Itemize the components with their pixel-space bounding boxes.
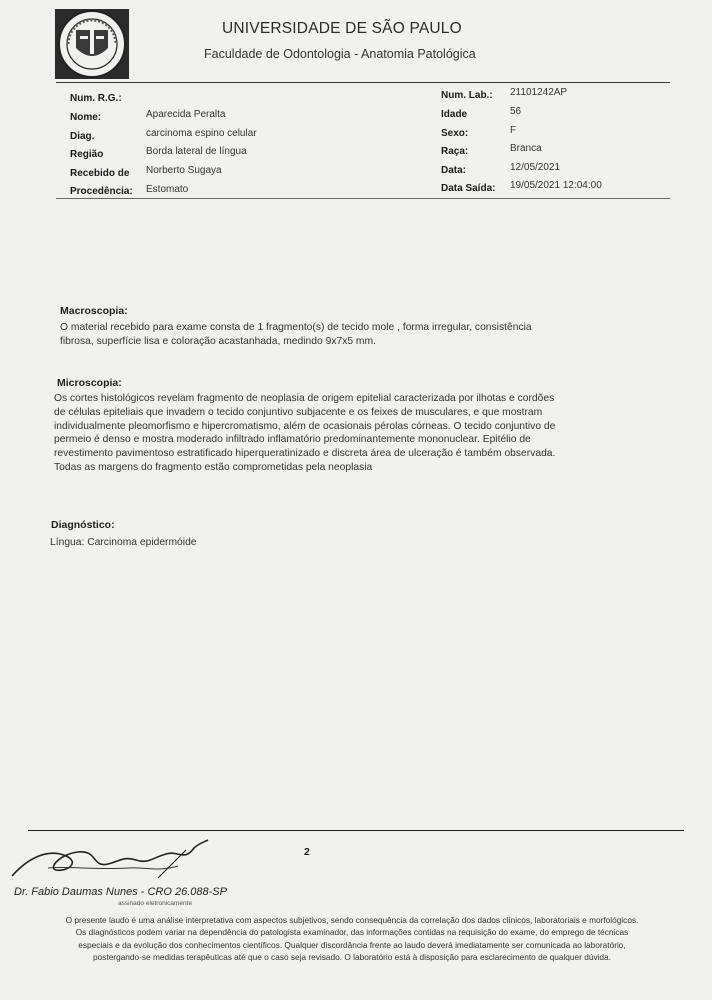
macroscopia-title: Macroscopia: xyxy=(60,305,128,317)
footer-rule xyxy=(28,830,684,831)
diag-label: Diag. xyxy=(70,131,95,142)
microscopia-text xyxy=(54,392,555,475)
microscopia-title: Microscopia: xyxy=(57,377,122,389)
num-lab-label: Num. Lab.: xyxy=(441,90,493,101)
rg-label: Num. R.G.: xyxy=(70,93,122,104)
recebido-value: Norberto Sugaya xyxy=(146,165,222,176)
disclaimer-text xyxy=(22,914,682,964)
disclaimer-line: Os diagnósticos podem variar na dependência do patologista examinador, das informações contidas na requisição do exame, do emprego de técnicas xyxy=(75,927,629,938)
data-label: Data: xyxy=(441,165,467,176)
diagnostico-title: Diagnóstico: xyxy=(51,519,115,531)
disclaimer-line: O presente laudo é uma análise interpretativa com aspectos subjetivos, sendo consequência da correlação dos dados clínicos, laboratoriais e morfológicos. xyxy=(65,915,639,925)
microscopia-line: de células epiteliais que invadem o tecido conjuntivo subjacente e os feixes de musculares, e que mostram xyxy=(54,406,543,418)
procedencia-label: Procedência: xyxy=(70,186,133,197)
microscopia-line: individualmente pleomorfismo e hipercromatismo, além de ocasionais pérolas córneas. O tecido conjuntivo de xyxy=(54,420,556,432)
diagnostico-line: Língua: Carcinoma epidermóide xyxy=(50,537,197,548)
data-value: 12/05/2021 xyxy=(510,162,561,173)
microscopia-line: Todas as margens do fragmento estão comprometidas pela neoplasia xyxy=(54,461,373,473)
disclaimer-line: especiais e da evolução dos conhecimentos científicos. Qualquer discordância frente ao laudo deverá imediatamente ser comunicada ao laboratório, xyxy=(78,939,626,950)
regiao-value: Borda lateral de língua xyxy=(146,146,247,157)
raca-value: Branca xyxy=(510,143,542,154)
idade-label: Idade xyxy=(441,109,468,120)
procedencia-value: Estomato xyxy=(146,184,189,195)
regiao-label: Região xyxy=(70,149,104,160)
diag-value: carcinoma espino celular xyxy=(146,128,257,139)
signature-note: assinado eletronicamente xyxy=(118,900,193,907)
info-box-bottom-rule xyxy=(56,198,670,199)
doctor-name: Dr. Fabio Daumas Nunes - CRO 26.088-SP xyxy=(14,886,227,898)
microscopia-line: permeio é denso e mostra moderado infiltrado inflamatório predominantemente mononuclear. Epitélio de xyxy=(54,434,531,446)
sexo-value: F xyxy=(510,125,517,136)
university-title: UNIVERSIDADE DE SÃO PAULO xyxy=(222,20,462,37)
num-lab-value: 21101242AP xyxy=(510,87,568,98)
idade-value: 56 xyxy=(510,106,522,117)
university-seal-logo xyxy=(54,8,130,80)
macroscopia-text xyxy=(60,321,532,349)
disclaimer-line: postergando-se medidas terapêuticas até que o caso seja revisado. O laboratório está à disposição para esclarecimento de qualquer dúvida. xyxy=(93,952,611,963)
data-saida-label: Data Saída: xyxy=(441,183,496,194)
nome-label: Nome: xyxy=(70,112,102,123)
faculty-subtitle: Faculdade de Odontologia - Anatomia Patológica xyxy=(204,47,476,61)
data-saida-value: 19/05/2021 12:04:00 xyxy=(510,180,602,191)
sexo-label: Sexo: xyxy=(441,128,469,139)
microscopia-line: revestimento pavimentoso estratificado hiperqueratinizado e discreta área de ulceração é também observada. xyxy=(54,448,556,460)
nome-value: Aparecida Peralta xyxy=(146,109,226,120)
diagnostico-text xyxy=(50,536,197,550)
page-number: 2 xyxy=(304,846,310,858)
microscopia-line: Os cortes histológicos revelam fragmento de neoplasia de origem epitelial caracterizada por ilhotas e cordões xyxy=(54,393,555,404)
recebido-label: Recebido de xyxy=(70,168,130,179)
macroscopia-line: fibrosa, superfície lisa e coloração acastanhada, medindo 9x7x5 mm. xyxy=(60,335,376,347)
macroscopia-line: O material recebido para exame consta de 1 fragmento(s) de tecido mole , forma irregular, consistência xyxy=(60,322,532,333)
raca-label: Raça: xyxy=(441,146,469,157)
